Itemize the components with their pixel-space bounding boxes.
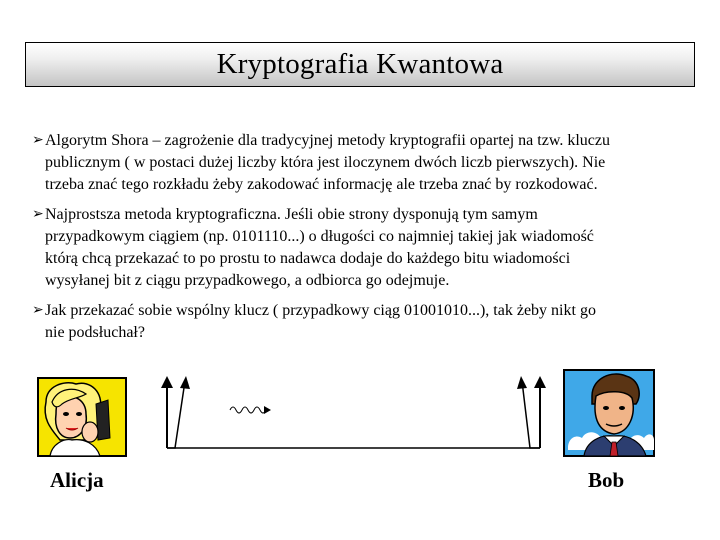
bob-label: Bob: [588, 468, 625, 492]
slide-title: Kryptografia Kwantowa: [216, 48, 504, 80]
woman-on-phone-clipart: [38, 378, 126, 456]
alice-label: Alicja: [50, 468, 104, 492]
arrow-bullet-icon: ➢: [32, 303, 44, 318]
bullet-text: Jak przekazać sobie wspólny klucz ( przypadkowy ciąg 01001010...), tak żeby nikt go nie podsłuchał?: [45, 302, 596, 341]
photon-wave-icon: [230, 406, 271, 414]
quantum-channel-arrows: [161, 376, 546, 448]
bullet-text: Algorytm Shora – zagrożenie dla tradycyjnej metody kryptografii opartej na tzw. kluczu publicznym ( w postaci dużej liczby która jest iloczynem dwóch liczb pierwszych). Nie trzeba znać tego rozkładu żeby zakodować informację ale trzeba znać by rozkodować.: [45, 132, 610, 193]
bullet-text: Najprostsza metoda kryptograficzna. Jeśli obie strony dysponują tym samym przypadkowym ciągiem (np. 0101110...) o długości co najmniej takiej jak wiadomość którą chcą przekazać to po prostu to nadawca dodaje do każdego bitu wiadomości wysyłanej bit z ciągu przypadkowego, a odbiorca go odejmuje.: [45, 206, 594, 289]
businessman-clipart: [564, 370, 654, 456]
arrow-bullet-icon: ➢: [32, 207, 44, 222]
arrow-bullet-icon: ➢: [32, 133, 44, 148]
